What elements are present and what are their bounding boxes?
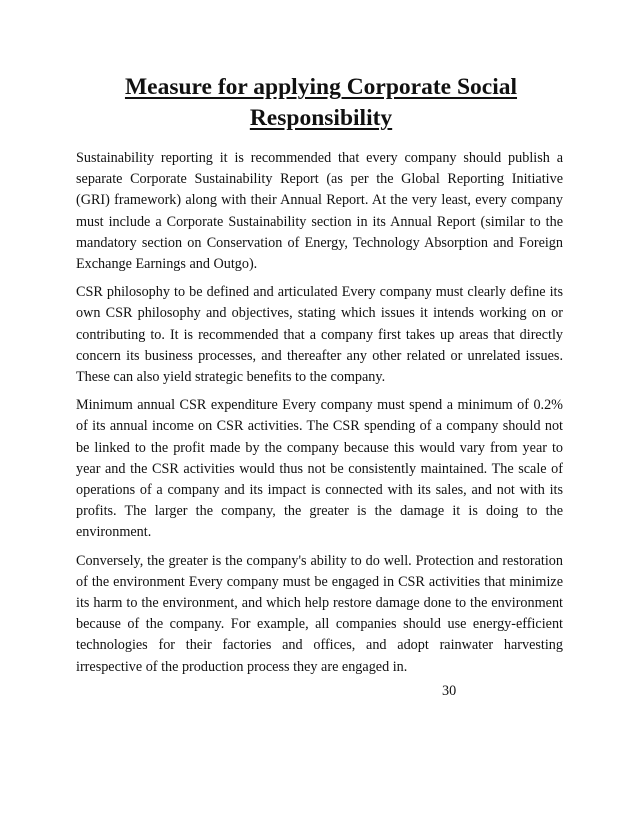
title-line-2: Responsibility — [249, 105, 393, 131]
paragraph-sustainability-reporting: Sustainability reporting it is recommended that every company should publish a separate Corporate Sustainability Report (as per the Global Reporting Initiative (GRI) framework) along with their Annual Report. At the very least, every company must include a Corporate Sustainability section in its Annual Report (similar to the mandatory section on Conservation of Energy, Technology Absorption and Foreign Exchange Earnings and Outgo). — [76, 150, 563, 273]
page-title — [76, 72, 566, 134]
paragraph-csr-philosophy: CSR philosophy to be defined and articulated Every company must clearly define its own CSR philosophy and objectives, stating which issues it intends working on or contributing to. It is recommended that a company first takes up areas that directly concern its business processes, and thereafter any other related or unrelated issues. These can also yield strategic benefits to the company. — [76, 284, 563, 386]
page-number: 30 — [442, 683, 457, 699]
title-line-1: Measure for applying Corporate Social — [124, 74, 518, 100]
paragraph-minimum-expenditure: Minimum annual CSR expenditure Every company must spend a minimum of 0.2% of its annual income on CSR activities. The CSR spending of a company should not be linked to the profit made by the company because this would vary from year to year and the CSR activities would thus not be consistently maintained. The scale of operations of a company and its impact is connected with its sales, and not with its profits. The larger the company, the greater is the damage it is doing to the environment. — [76, 397, 563, 541]
document-body — [76, 148, 563, 685]
paragraph-environment-protection: Conversely, the greater is the company's ability to do well. Protection and restoration of the environment Every company must be engaged in CSR activities that minimize its harm to the environment, and which help restore damage done to the environment because of the company. For example, all companies should use energy-efficient technologies for their factories and offices, and adopt rainwater harvesting irrespective of the production process they are engaged in. — [76, 552, 563, 675]
